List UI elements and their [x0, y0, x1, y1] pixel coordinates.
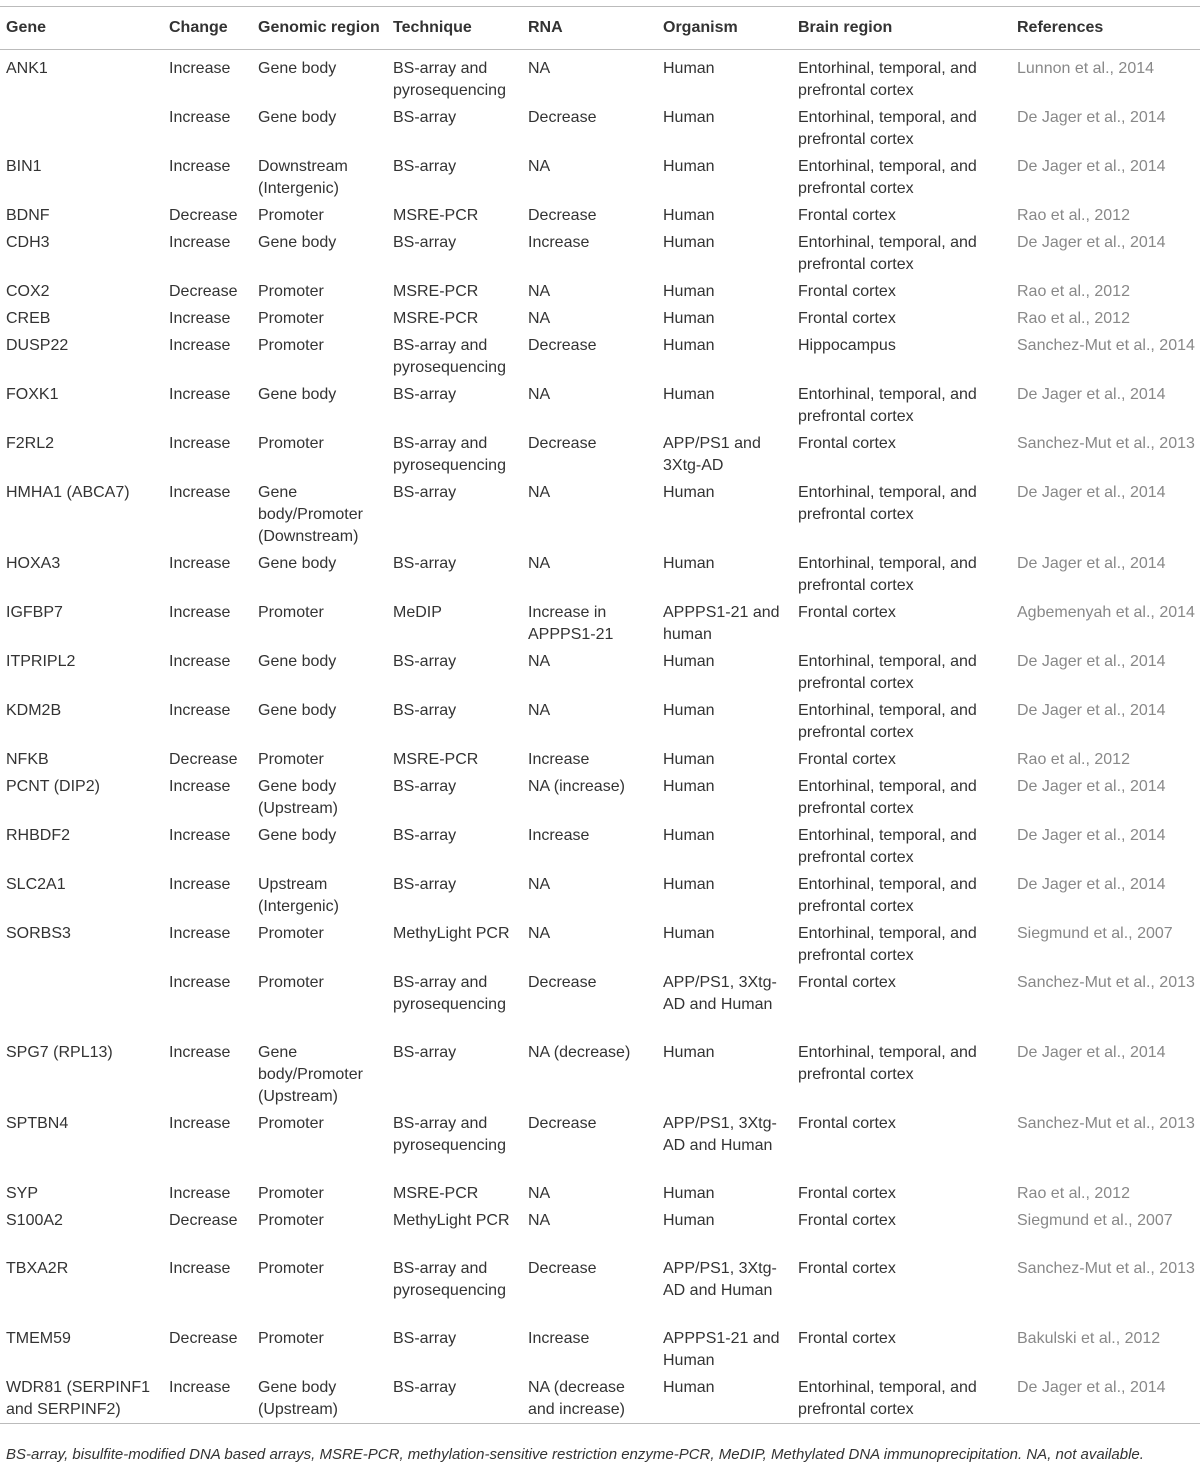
- table-row: [0, 967, 1200, 1037]
- reference-cell: Rao et al., 2012: [1017, 207, 1130, 224]
- genomic-region-cell: Upstream (Intergenic): [258, 876, 339, 915]
- genomic-region-cell: Promoter: [258, 435, 324, 452]
- header-brain-region: Brain region: [798, 19, 893, 36]
- reference-cell: De Jager et al., 2014: [1017, 109, 1166, 126]
- brain-region-cell: Frontal cortex: [798, 1185, 896, 1202]
- change-cell: Increase: [169, 435, 231, 452]
- gene-cell: PCNT (DIP2): [6, 778, 100, 795]
- rna-cell: Decrease: [528, 109, 597, 126]
- rna-cell: Decrease: [528, 1115, 597, 1132]
- organism-cell: Human: [663, 1212, 715, 1229]
- rna-cell: NA (decrease and increase): [528, 1379, 625, 1418]
- table-row: [0, 1037, 1200, 1108]
- gene-cell: SPTBN4: [6, 1115, 69, 1132]
- change-cell: Increase: [169, 925, 231, 942]
- change-cell: Decrease: [169, 751, 238, 768]
- table-row: [0, 200, 1200, 227]
- genomic-region-cell: Promoter: [258, 1185, 324, 1202]
- table-row: [0, 744, 1200, 771]
- gene-cell: TBXA2R: [6, 1260, 69, 1277]
- gene-cell: F2RL2: [6, 435, 55, 452]
- technique-cell: MSRE-PCR: [393, 310, 479, 327]
- technique-cell: BS-array and pyrosequencing: [393, 435, 506, 474]
- change-cell: Increase: [169, 555, 231, 572]
- rna-cell: NA: [528, 1212, 551, 1229]
- gene-cell: DUSP22: [6, 337, 69, 354]
- brain-region-cell: Entorhinal, temporal, and prefrontal cortex: [798, 109, 977, 148]
- change-cell: Increase: [169, 1260, 231, 1277]
- brain-region-cell: Frontal cortex: [798, 1115, 896, 1132]
- reference-cell: Sanchez-Mut et al., 2013: [1017, 435, 1195, 452]
- gene-cell: S100A2: [6, 1212, 63, 1229]
- gene-cell: HOXA3: [6, 555, 61, 572]
- change-cell: Increase: [169, 158, 231, 175]
- technique-cell: MSRE-PCR: [393, 751, 479, 768]
- gene-cell: [0, 967, 163, 1037]
- organism-cell: Human: [663, 109, 715, 126]
- technique-cell: BS-array: [393, 653, 457, 670]
- gene-cell: RHBDF2: [6, 827, 71, 844]
- genomic-region-cell: Promoter: [258, 604, 324, 621]
- brain-region-cell: Entorhinal, temporal, and prefrontal cortex: [798, 1379, 977, 1418]
- table-row: [0, 102, 1200, 151]
- header-gene: Gene: [6, 19, 47, 36]
- reference-cell: Sanchez-Mut et al., 2013: [1017, 1260, 1195, 1277]
- brain-region-cell: Frontal cortex: [798, 1260, 896, 1277]
- change-cell: Increase: [169, 484, 231, 501]
- organism-cell: Human: [663, 751, 715, 768]
- technique-cell: BS-array and pyrosequencing: [393, 1260, 506, 1299]
- reference-cell: Lunnon et al., 2014: [1017, 60, 1155, 77]
- technique-cell: BS-array: [393, 876, 457, 893]
- rna-cell: Decrease: [528, 207, 597, 224]
- brain-region-cell: Entorhinal, temporal, and prefrontal cortex: [798, 778, 977, 817]
- genomic-region-cell: Gene body: [258, 702, 337, 719]
- gene-cell: SLC2A1: [6, 876, 66, 893]
- table-row: [0, 1205, 1200, 1253]
- genomic-region-cell: Gene body: [258, 60, 337, 77]
- change-cell: Increase: [169, 234, 231, 251]
- rna-cell: NA: [528, 702, 551, 719]
- table-row: [0, 1323, 1200, 1372]
- brain-region-cell: Entorhinal, temporal, and prefrontal cortex: [798, 555, 977, 594]
- brain-region-cell: Frontal cortex: [798, 751, 896, 768]
- reference-cell: Rao et al., 2012: [1017, 283, 1130, 300]
- rna-cell: Increase: [528, 751, 590, 768]
- gene-cell: COX2: [6, 283, 50, 300]
- rna-cell: Decrease: [528, 1260, 597, 1277]
- rna-cell: Decrease: [528, 435, 597, 452]
- change-cell: Increase: [169, 827, 231, 844]
- genomic-region-cell: Promoter: [258, 337, 324, 354]
- rna-cell: NA: [528, 158, 551, 175]
- reference-cell: De Jager et al., 2014: [1017, 158, 1166, 175]
- genomic-region-cell: Gene body/Promoter (Upstream): [258, 1044, 363, 1105]
- table-row: [0, 1108, 1200, 1178]
- gene-cell: BIN1: [6, 158, 42, 175]
- organism-cell: APP/PS1, 3Xtg-AD and Human: [663, 1115, 777, 1154]
- rna-cell: NA: [528, 876, 551, 893]
- rna-cell: NA (decrease): [528, 1044, 631, 1061]
- brain-region-cell: Entorhinal, temporal, and prefrontal cortex: [798, 827, 977, 866]
- organism-cell: Human: [663, 925, 715, 942]
- change-cell: Decrease: [169, 1330, 238, 1347]
- rna-cell: NA: [528, 555, 551, 572]
- organism-cell: Human: [663, 1379, 715, 1396]
- header-rna: RNA: [528, 19, 563, 36]
- gene-cell: SORBS3: [6, 925, 71, 942]
- technique-cell: BS-array: [393, 778, 457, 795]
- organism-cell: Human: [663, 207, 715, 224]
- gene-cell: SYP: [6, 1185, 39, 1202]
- reference-cell: Bakulski et al., 2012: [1017, 1330, 1161, 1347]
- reference-cell: De Jager et al., 2014: [1017, 484, 1166, 501]
- technique-cell: BS-array: [393, 234, 457, 251]
- reference-cell: De Jager et al., 2014: [1017, 234, 1166, 251]
- brain-region-cell: Hippocampus: [798, 337, 896, 354]
- gene-cell: KDM2B: [6, 702, 62, 719]
- reference-cell: De Jager et al., 2014: [1017, 386, 1166, 403]
- brain-region-cell: Frontal cortex: [798, 604, 896, 621]
- brain-region-cell: Frontal cortex: [798, 310, 896, 327]
- change-cell: Increase: [169, 653, 231, 670]
- organism-cell: Human: [663, 386, 715, 403]
- genomic-region-cell: Gene body: [258, 555, 337, 572]
- change-cell: Increase: [169, 702, 231, 719]
- change-cell: Increase: [169, 876, 231, 893]
- table-row: [0, 1253, 1200, 1323]
- brain-region-cell: Entorhinal, temporal, and prefrontal cortex: [798, 702, 977, 741]
- technique-cell: MethyLight PCR: [393, 925, 510, 942]
- organism-cell: Human: [663, 484, 715, 501]
- genomic-region-cell: Gene body: [258, 827, 337, 844]
- reference-cell: De Jager et al., 2014: [1017, 702, 1166, 719]
- table-row: [0, 1178, 1200, 1205]
- gene-cell: NFKB: [6, 751, 49, 768]
- gene-cell: ANK1: [6, 60, 48, 77]
- rna-cell: NA: [528, 386, 551, 403]
- rna-cell: Increase: [528, 827, 590, 844]
- organism-cell: APP/PS1, 3Xtg-AD and Human: [663, 974, 777, 1013]
- rna-cell: Increase in APPPS1-21: [528, 604, 614, 643]
- gene-cell: FOXK1: [6, 386, 59, 403]
- gene-cell: BDNF: [6, 207, 50, 224]
- organism-cell: Human: [663, 337, 715, 354]
- brain-region-cell: Frontal cortex: [798, 207, 896, 224]
- technique-cell: BS-array: [393, 386, 457, 403]
- rna-cell: NA: [528, 60, 551, 77]
- change-cell: Increase: [169, 604, 231, 621]
- brain-region-cell: Frontal cortex: [798, 974, 896, 991]
- reference-cell: Siegmund et al., 2007: [1017, 925, 1173, 942]
- rna-cell: NA: [528, 1185, 551, 1202]
- table-body: [0, 50, 1200, 1422]
- technique-cell: BS-array: [393, 702, 457, 719]
- genomic-region-cell: Gene body/Promoter (Downstream): [258, 484, 363, 545]
- technique-cell: BS-array: [393, 1330, 457, 1347]
- rna-cell: NA (increase): [528, 778, 625, 795]
- technique-cell: BS-array: [393, 1044, 457, 1061]
- brain-region-cell: Entorhinal, temporal, and prefrontal cortex: [798, 158, 977, 197]
- organism-cell: Human: [663, 60, 715, 77]
- change-cell: Increase: [169, 1044, 231, 1061]
- organism-cell: Human: [663, 283, 715, 300]
- genomic-region-cell: Promoter: [258, 974, 324, 991]
- reference-cell: Sanchez-Mut et al., 2014: [1017, 337, 1195, 354]
- organism-cell: Human: [663, 827, 715, 844]
- organism-cell: Human: [663, 702, 715, 719]
- brain-region-cell: Frontal cortex: [798, 1212, 896, 1229]
- reference-cell: De Jager et al., 2014: [1017, 778, 1166, 795]
- genomic-region-cell: Promoter: [258, 283, 324, 300]
- genomic-region-cell: Promoter: [258, 1212, 324, 1229]
- technique-cell: BS-array: [393, 827, 457, 844]
- brain-region-cell: Frontal cortex: [798, 283, 896, 300]
- reference-cell: De Jager et al., 2014: [1017, 653, 1166, 670]
- gene-cell: HMHA1 (ABCA7): [6, 484, 130, 501]
- table-row: [0, 869, 1200, 918]
- reference-cell: Rao et al., 2012: [1017, 1185, 1130, 1202]
- header-technique: Technique: [393, 19, 472, 36]
- change-cell: Increase: [169, 778, 231, 795]
- gene-cell: TMEM59: [6, 1330, 71, 1347]
- organism-cell: Human: [663, 310, 715, 327]
- rna-cell: Decrease: [528, 337, 597, 354]
- table-row: [0, 151, 1200, 200]
- brain-region-cell: Entorhinal, temporal, and prefrontal cortex: [798, 60, 977, 99]
- genomic-region-cell: Gene body: [258, 386, 337, 403]
- change-cell: Increase: [169, 60, 231, 77]
- organism-cell: Human: [663, 158, 715, 175]
- rna-cell: NA: [528, 925, 551, 942]
- organism-cell: Human: [663, 653, 715, 670]
- reference-cell: Sanchez-Mut et al., 2013: [1017, 1115, 1195, 1132]
- genomic-region-cell: Gene body: [258, 653, 337, 670]
- genomic-region-cell: Promoter: [258, 1330, 324, 1347]
- change-cell: Increase: [169, 1379, 231, 1396]
- reference-cell: De Jager et al., 2014: [1017, 876, 1166, 893]
- technique-cell: BS-array: [393, 484, 457, 501]
- technique-cell: BS-array and pyrosequencing: [393, 1115, 506, 1154]
- gene-cell: CDH3: [6, 234, 50, 251]
- gene-cell: SPG7 (RPL13): [6, 1044, 113, 1061]
- table-bottom-rule: [0, 1423, 1200, 1424]
- technique-cell: MethyLight PCR: [393, 1212, 510, 1229]
- table-row: [0, 303, 1200, 330]
- reference-cell: De Jager et al., 2014: [1017, 1044, 1166, 1061]
- brain-region-cell: Entorhinal, temporal, and prefrontal cortex: [798, 1044, 977, 1083]
- change-cell: Increase: [169, 337, 231, 354]
- technique-cell: BS-array and pyrosequencing: [393, 337, 506, 376]
- technique-cell: BS-array: [393, 158, 457, 175]
- organism-cell: Human: [663, 1044, 715, 1061]
- reference-cell: De Jager et al., 2014: [1017, 1379, 1166, 1396]
- table-row: [0, 379, 1200, 428]
- change-cell: Increase: [169, 974, 231, 991]
- organism-cell: APPPS1-21 and Human: [663, 1330, 780, 1369]
- rna-cell: Increase: [528, 234, 590, 251]
- reference-cell: Agbemenyah et al., 2014: [1017, 604, 1195, 621]
- technique-cell: MSRE-PCR: [393, 207, 479, 224]
- rna-cell: NA: [528, 653, 551, 670]
- rna-cell: NA: [528, 484, 551, 501]
- table-row: [0, 918, 1200, 967]
- organism-cell: Human: [663, 234, 715, 251]
- change-cell: Increase: [169, 109, 231, 126]
- technique-cell: MSRE-PCR: [393, 283, 479, 300]
- brain-region-cell: Entorhinal, temporal, and prefrontal cortex: [798, 484, 977, 523]
- table-row: [0, 646, 1200, 695]
- table-row: [0, 428, 1200, 477]
- organism-cell: Human: [663, 1185, 715, 1202]
- change-cell: Decrease: [169, 1212, 238, 1229]
- genomic-region-cell: Gene body: [258, 234, 337, 251]
- rna-cell: Decrease: [528, 974, 597, 991]
- genomic-region-cell: Promoter: [258, 751, 324, 768]
- genomic-region-cell: Gene body (Upstream): [258, 1379, 339, 1418]
- reference-cell: Siegmund et al., 2007: [1017, 1212, 1173, 1229]
- header-change: Change: [169, 19, 228, 36]
- genomic-region-cell: Gene body: [258, 109, 337, 126]
- organism-cell: APPPS1-21 and human: [663, 604, 780, 643]
- table-row: [0, 330, 1200, 379]
- table-row: [0, 820, 1200, 869]
- technique-cell: BS-array and pyrosequencing: [393, 974, 506, 1013]
- change-cell: Increase: [169, 1185, 231, 1202]
- genomic-region-cell: Promoter: [258, 310, 324, 327]
- organism-cell: Human: [663, 778, 715, 795]
- brain-region-cell: Frontal cortex: [798, 1330, 896, 1347]
- header-row: [0, 7, 1200, 50]
- change-cell: Increase: [169, 1115, 231, 1132]
- brain-region-cell: Entorhinal, temporal, and prefrontal cortex: [798, 925, 977, 964]
- reference-cell: Rao et al., 2012: [1017, 310, 1130, 327]
- table-row: [0, 597, 1200, 646]
- table-row: [0, 477, 1200, 548]
- gene-cell: CREB: [6, 310, 51, 327]
- gene-cell: WDR81 (SERPINF1 and SERPINF2): [6, 1379, 151, 1418]
- technique-cell: BS-array and pyrosequencing: [393, 60, 506, 99]
- organism-cell: APP/PS1, 3Xtg-AD and Human: [663, 1260, 777, 1299]
- brain-region-cell: Frontal cortex: [798, 435, 896, 452]
- rna-cell: NA: [528, 310, 551, 327]
- genomic-region-cell: Promoter: [258, 1115, 324, 1132]
- change-cell: Decrease: [169, 207, 238, 224]
- table-row: [0, 548, 1200, 597]
- header-references: References: [1017, 19, 1104, 36]
- genomic-region-cell: Promoter: [258, 207, 324, 224]
- genomic-region-cell: Promoter: [258, 925, 324, 942]
- header-organism: Organism: [663, 19, 738, 36]
- gene-cell: [0, 102, 163, 151]
- organism-cell: Human: [663, 876, 715, 893]
- gene-cell: ITPRIPL2: [6, 653, 76, 670]
- reference-cell: De Jager et al., 2014: [1017, 555, 1166, 572]
- organism-cell: Human: [663, 555, 715, 572]
- technique-cell: MSRE-PCR: [393, 1185, 479, 1202]
- change-cell: Increase: [169, 386, 231, 403]
- reference-cell: De Jager et al., 2014: [1017, 827, 1166, 844]
- table-footnote: BS-array, bisulfite-modified DNA based arrays, MSRE-PCR, methylation-sensitive restriction enzyme-PCR, MeDIP, Methylated DNA immunoprecipitation. NA, not available.: [6, 1446, 1144, 1463]
- technique-cell: BS-array: [393, 109, 457, 126]
- genomic-region-cell: Downstream (Intergenic): [258, 158, 348, 197]
- table-row: [0, 276, 1200, 303]
- rna-cell: Increase: [528, 1330, 590, 1347]
- table-row: [0, 1372, 1200, 1421]
- organism-cell: APP/PS1 and 3Xtg-AD: [663, 435, 761, 474]
- reference-cell: Sanchez-Mut et al., 2013: [1017, 974, 1195, 991]
- genomic-region-cell: Promoter: [258, 1260, 324, 1277]
- change-cell: Increase: [169, 310, 231, 327]
- genomic-region-cell: Gene body (Upstream): [258, 778, 339, 817]
- table-row: [0, 227, 1200, 276]
- technique-cell: BS-array: [393, 1379, 457, 1396]
- brain-region-cell: Entorhinal, temporal, and prefrontal cortex: [798, 234, 977, 273]
- brain-region-cell: Entorhinal, temporal, and prefrontal cortex: [798, 876, 977, 915]
- reference-cell: Rao et al., 2012: [1017, 751, 1130, 768]
- header-genomic-region: Genomic region: [258, 19, 380, 36]
- technique-cell: MeDIP: [393, 604, 442, 621]
- methylation-table: [0, 6, 1200, 1421]
- technique-cell: BS-array: [393, 555, 457, 572]
- change-cell: Decrease: [169, 283, 238, 300]
- brain-region-cell: Entorhinal, temporal, and prefrontal cortex: [798, 386, 977, 425]
- table-row: [0, 771, 1200, 820]
- table-row: [0, 695, 1200, 744]
- table-header: [0, 7, 1200, 50]
- brain-region-cell: Entorhinal, temporal, and prefrontal cortex: [798, 653, 977, 692]
- rna-cell: NA: [528, 283, 551, 300]
- table-row: [0, 50, 1200, 103]
- gene-cell: IGFBP7: [6, 604, 63, 621]
